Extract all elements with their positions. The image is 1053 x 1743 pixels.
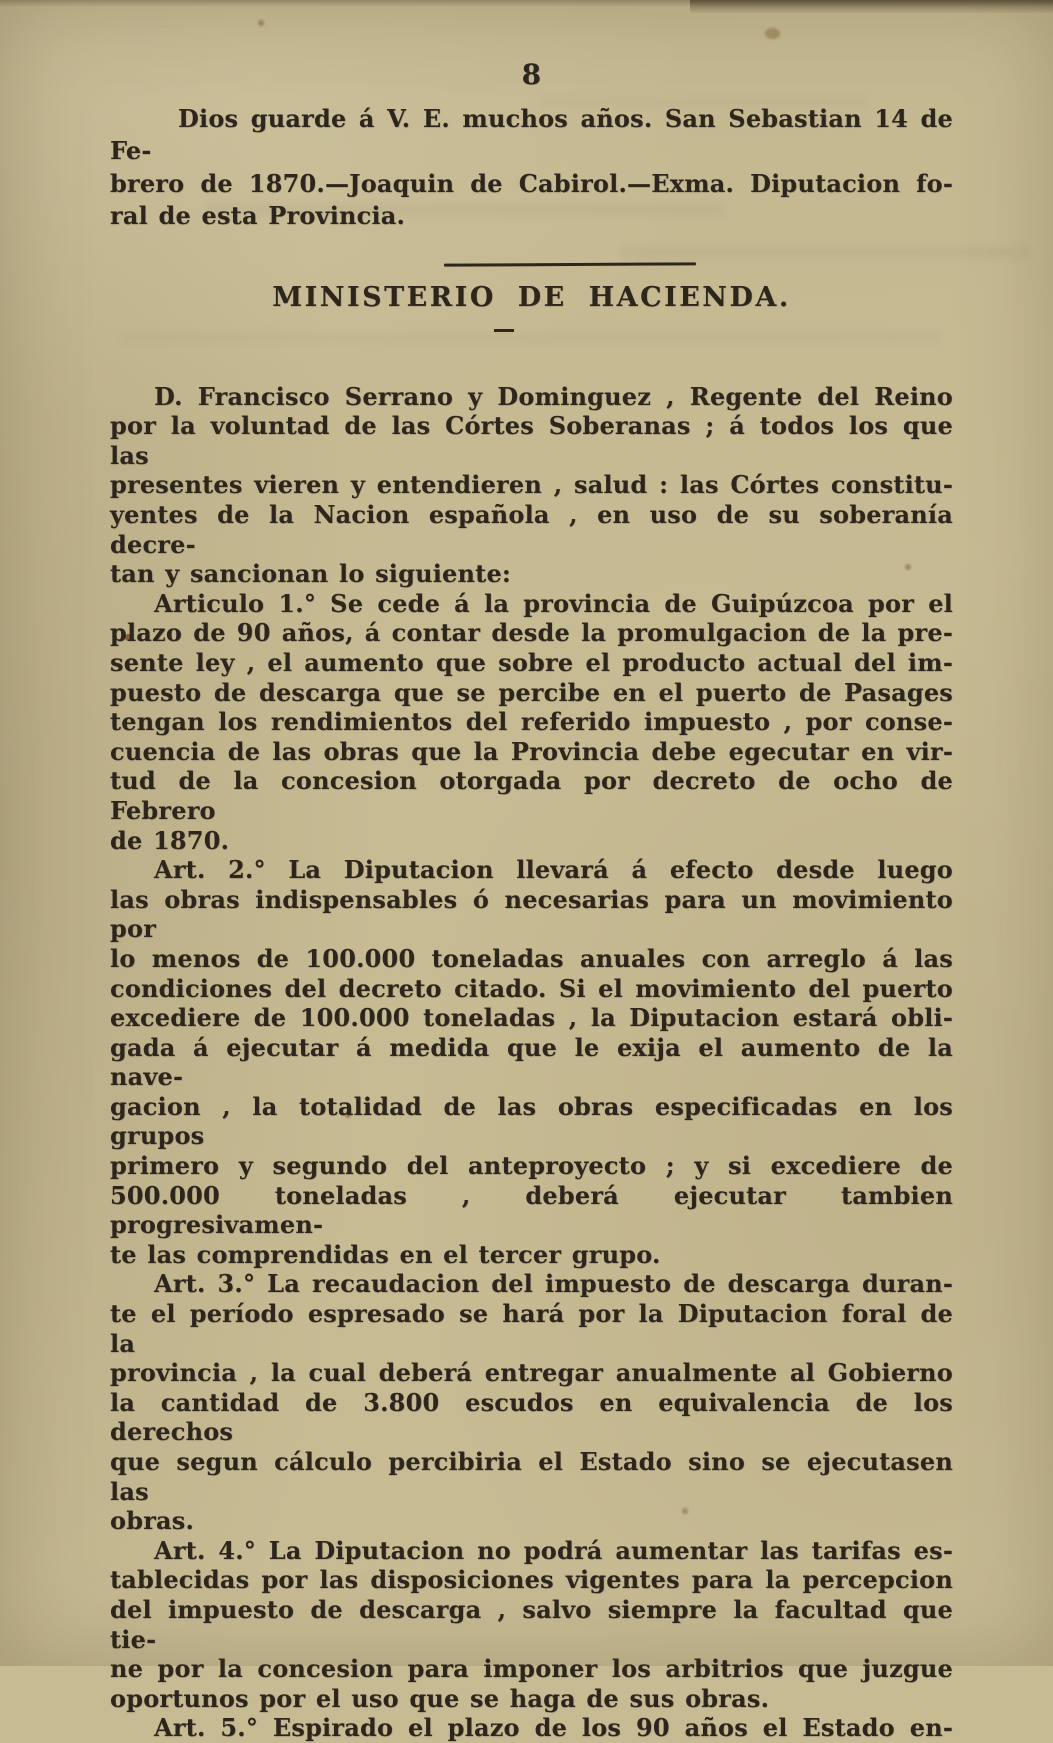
page-top-right-edge-shadow bbox=[690, 0, 1053, 14]
text-line: Articulo 1.° Se cede á la provincia de Guipúzcoa por el bbox=[154, 588, 953, 618]
decree-body bbox=[110, 382, 953, 1743]
text-line: gacion , la totalidad de las obras especificadas en los grupos bbox=[110, 1091, 953, 1151]
text-line: 500.000 toneladas , deberá ejecutar tambien progresivamen- bbox=[110, 1180, 953, 1240]
text-line: del impuesto de descarga , salvo siempre la facultad que tie- bbox=[110, 1594, 953, 1654]
text-line: gada á ejecutar á medida que le exija el aumento de la nave- bbox=[110, 1032, 953, 1092]
text-line: tablecidas por las disposiciones vigentes para la percepcion bbox=[110, 1565, 953, 1595]
text-line: ral de esta Provincia. bbox=[110, 201, 406, 231]
text-line: tan y sancionan lo siguiente: bbox=[110, 559, 511, 589]
text-line: provincia , la cual deberá entregar anualmente al Gobierno bbox=[110, 1358, 953, 1388]
text-line: la cantidad de 3.800 escudos en equivalencia de los derechos bbox=[110, 1387, 953, 1447]
paragraph-articulo-1 bbox=[110, 589, 953, 855]
page-number: 8 bbox=[521, 58, 542, 91]
text-line: ne por la concesion para imponer los arbitrios que juzgue bbox=[110, 1654, 953, 1684]
text-line: te las comprendidas en el tercer grupo. bbox=[110, 1239, 661, 1269]
paper-stain bbox=[258, 20, 264, 26]
text-line: excediere de 100.000 toneladas , la Diputacion estará obli- bbox=[110, 1003, 953, 1033]
text-line: cuencia de las obras que la Provincia debe egecutar en vir- bbox=[110, 736, 953, 766]
text-line: Art. 3.° La recaudacion del impuesto de descarga duran- bbox=[154, 1269, 953, 1299]
closing-paragraph bbox=[110, 103, 953, 233]
text-line: yentes de la Nacion española , en uso de su soberanía decre- bbox=[110, 500, 953, 559]
text-line: Art. 5.° Espirado el plazo de los 90 años el Estado en- bbox=[154, 1713, 953, 1743]
text-line: D. Francisco Serrano y Dominguez , Regente del Reino bbox=[154, 381, 953, 411]
text-line: Art. 2.° La Diputacion llevará á efecto desde luego bbox=[154, 855, 953, 885]
text-line: Dios guarde á V. E. muchos años. San Sebastian 14 de Fe- bbox=[110, 104, 953, 166]
paragraph-articulo-3 bbox=[110, 1269, 953, 1535]
paragraph-preamble bbox=[110, 382, 953, 589]
page-content bbox=[110, 58, 953, 1743]
text-line: primero y segundo del anteproyecto ; y si excediere de bbox=[110, 1151, 953, 1181]
paragraph-articulo-5 bbox=[110, 1713, 953, 1743]
text-line: de 1870. bbox=[110, 825, 230, 855]
text-line: que segun cálculo percibiria el Estado sino se ejecutasen las bbox=[110, 1447, 953, 1506]
paragraph-articulo-2 bbox=[110, 855, 953, 1269]
text-line: oportunos por el uso que se haga de sus obras. bbox=[110, 1683, 770, 1713]
heading-underline-dash bbox=[494, 329, 514, 332]
text-line: obras. bbox=[110, 1506, 195, 1536]
text-line: plazo de 90 años, á contar desde la promulgacion de la pre- bbox=[110, 618, 953, 648]
text-line: brero de 1870.—Joaquin de Cabirol.—Exma. Diputacion fo- bbox=[110, 168, 953, 198]
text-line: condiciones del decreto citado. Si el movimiento del puerto bbox=[110, 973, 953, 1003]
text-line: Art. 4.° La Diputacion no podrá aumentar las tarifas es- bbox=[154, 1535, 953, 1565]
paragraph-articulo-4 bbox=[110, 1536, 953, 1714]
section-divider-rule bbox=[443, 262, 695, 266]
text-line: por la voluntad de las Córtes Soberanas ; á todos los que las bbox=[110, 411, 953, 470]
text-line: tud de la concesion otorgada por decreto de ocho de Febrero bbox=[110, 766, 953, 825]
text-line: te el período espresado se hará por la Diputacion foral de la bbox=[110, 1299, 953, 1358]
text-line: puesto de descarga que se percibe en el puerto de Pasages bbox=[110, 677, 953, 707]
text-line: lo menos de 100.000 toneladas anuales con arreglo á las bbox=[110, 943, 953, 973]
text-line: sente ley , el aumento que sobre el producto actual del im- bbox=[110, 647, 953, 677]
section-heading: MINISTERIO DE HACIENDA. bbox=[272, 281, 791, 313]
text-line: presentes vieren y entendieren , salud : las Córtes constitu- bbox=[110, 470, 953, 500]
paper-stain bbox=[765, 28, 780, 39]
text-line: las obras indispensables ó necesarias para un movimiento por bbox=[110, 884, 953, 944]
text-line: tengan los rendimientos del referido impuesto , por conse- bbox=[110, 707, 953, 737]
